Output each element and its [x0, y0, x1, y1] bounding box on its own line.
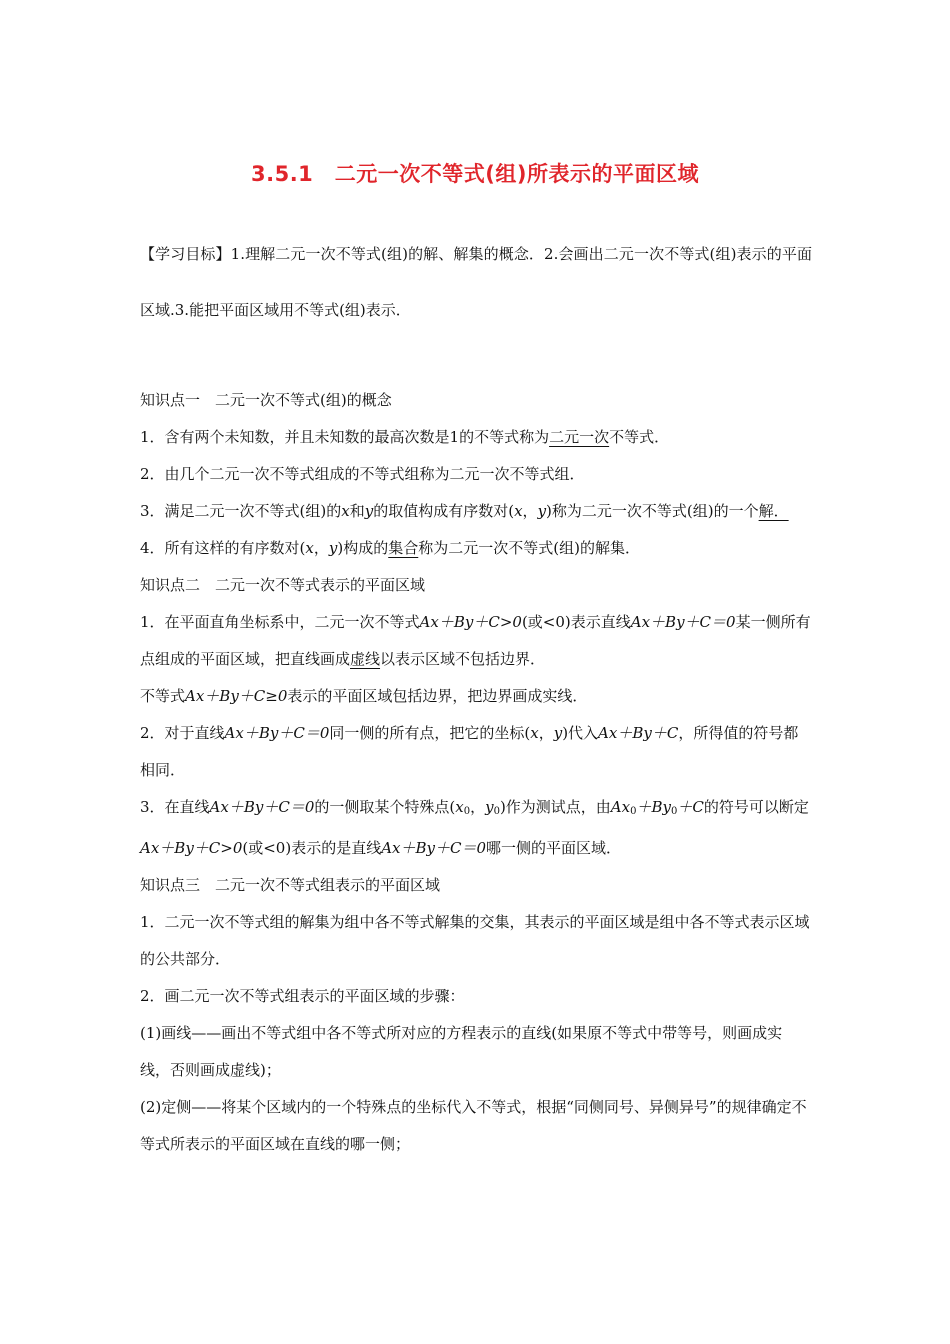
var-x: x [514, 502, 523, 520]
text: ， [538, 724, 554, 742]
text: 4．所有这样的有序数对( [140, 539, 306, 557]
line-equation: Ax＋By＋C＝0 [381, 839, 487, 857]
underlined-answer: 虚线 [350, 650, 381, 668]
text: ， [470, 798, 486, 816]
text: )代入 [562, 724, 599, 742]
subscript: 0 [670, 806, 678, 817]
underlined-answer: 解． [758, 502, 789, 520]
expression: Ax [610, 798, 631, 816]
text: ，所得值的符号都相同． [140, 724, 799, 779]
expression: Ax＋By＋C [598, 724, 679, 742]
kp3-item-1: 1．二元一次不等式组的解集为组中各不等式解集的交集，其表示的平面区域是组中各不等式表示区域的公共部分． [140, 913, 810, 968]
kp1-item-2: 2．由几个二元一次不等式组成的不等式组称为二元一次不等式组． [140, 465, 585, 483]
knowledge-point-1-heading: 知识点一 二元一次不等式(组)的概念 [140, 391, 392, 409]
page-title: 3.5.1 二元一次不等式(组)所表示的平面区域 [251, 162, 699, 186]
goals-text: 1.理解二元一次不等式(组)的解、解集的概念．2.会画出二元一次不等式(组)表示的平面区域.3.能把平面区域用不等式(组)表示． [140, 245, 812, 319]
text: 的取值构成有序数对( [373, 502, 515, 520]
text: 同一侧的所有点，把它的坐标( [329, 724, 531, 742]
var-y: y [553, 724, 563, 742]
line-equation: Ax＋By＋C＝0 [209, 798, 315, 816]
var-x: x [341, 502, 350, 520]
knowledge-point-2-heading: 知识点二 二元一次不等式表示的平面区域 [140, 576, 426, 594]
var-y: y [537, 502, 547, 520]
text: 表示的平面区域包括边界，把边界画成实线． [287, 687, 588, 705]
text: 以表示区域不包括边界． [380, 650, 546, 668]
text: 3．满足二元一次不等式(组)的 [140, 502, 342, 520]
text: 不等式 [140, 687, 186, 705]
knowledge-point-3-heading: 知识点三 二元一次不等式组表示的平面区域 [140, 876, 441, 894]
kp1-item-3 [140, 493, 812, 530]
kp2-item-1 [140, 604, 812, 678]
subscript: 0 [463, 806, 471, 817]
var-y: y [485, 798, 494, 816]
text: )称为二元一次不等式(组)的一个 [546, 502, 759, 520]
inequality: Ax＋By＋C≥0 [185, 687, 288, 705]
kp1-item-1 [140, 419, 812, 456]
expression: ＋C [677, 798, 704, 816]
underlined-answer: 二元一次 [549, 428, 610, 446]
inequality: Ax＋By＋C>0 [140, 839, 243, 857]
subscript: 0 [630, 806, 637, 817]
var-y: y [328, 539, 338, 557]
text: )作为测试点，由 [499, 798, 611, 816]
line-equation: Ax＋By＋C＝0 [630, 613, 736, 631]
var-y: y [364, 502, 374, 520]
kp3-item-2: 2．画二元一次不等式组表示的平面区域的步骤： [140, 987, 465, 1005]
text: (或<0)表示直线 [521, 613, 631, 631]
text: 称为二元一次不等式(组)的解集． [418, 539, 640, 557]
kp2-item-1b [140, 678, 812, 715]
text: 1．含有两个未知数，并且未知数的最高次数是1的不等式称为 [140, 428, 550, 446]
var-x: x [455, 798, 464, 816]
text: (或<0)表示的是直线 [242, 839, 382, 857]
text: 哪一侧的平面区域． [486, 839, 622, 857]
inequality: Ax＋By＋C>0 [419, 613, 522, 631]
kp2-item-3 [140, 789, 812, 867]
text: 某一侧所有点组成的平面区域，把直线画成 [140, 613, 811, 668]
line-equation: Ax＋By＋C＝0 [224, 724, 330, 742]
text: ， [313, 539, 329, 557]
goals-label: 【学习目标】 [140, 245, 231, 263]
text: 的一侧取某个特殊点( [314, 798, 456, 816]
subscript: 0 [493, 806, 500, 817]
text: 不等式． [609, 428, 670, 446]
expression: ＋By [636, 798, 671, 816]
var-x: x [305, 539, 314, 557]
text: 1．在平面直角坐标系中，二元一次不等式 [140, 613, 420, 631]
underlined-answer: 集合 [388, 539, 419, 557]
text: 3．在直线 [140, 798, 210, 816]
text: 的符号可以断定 [703, 798, 809, 816]
text: ， [522, 502, 538, 520]
text: )构成的 [337, 539, 389, 557]
text: 和 [349, 502, 365, 520]
learning-goals [140, 226, 812, 338]
kp1-item-4 [140, 530, 812, 567]
document-body [140, 226, 812, 1163]
kp2-item-2 [140, 715, 812, 789]
var-x: x [530, 724, 539, 742]
kp3-step-2: (2)定侧——将某个区域内的一个特殊点的坐标代入不等式，根据“同侧同号、异侧异号”的规律确定不等式所表示的平面区域在直线的哪一侧； [140, 1098, 807, 1153]
kp3-step-1: (1)画线——画出不等式组中各不等式所对应的方程表示的直线(如果原不等式中带等号，则画成实线，否则画成虚线)； [140, 1024, 783, 1079]
text: 2．对于直线 [140, 724, 225, 742]
